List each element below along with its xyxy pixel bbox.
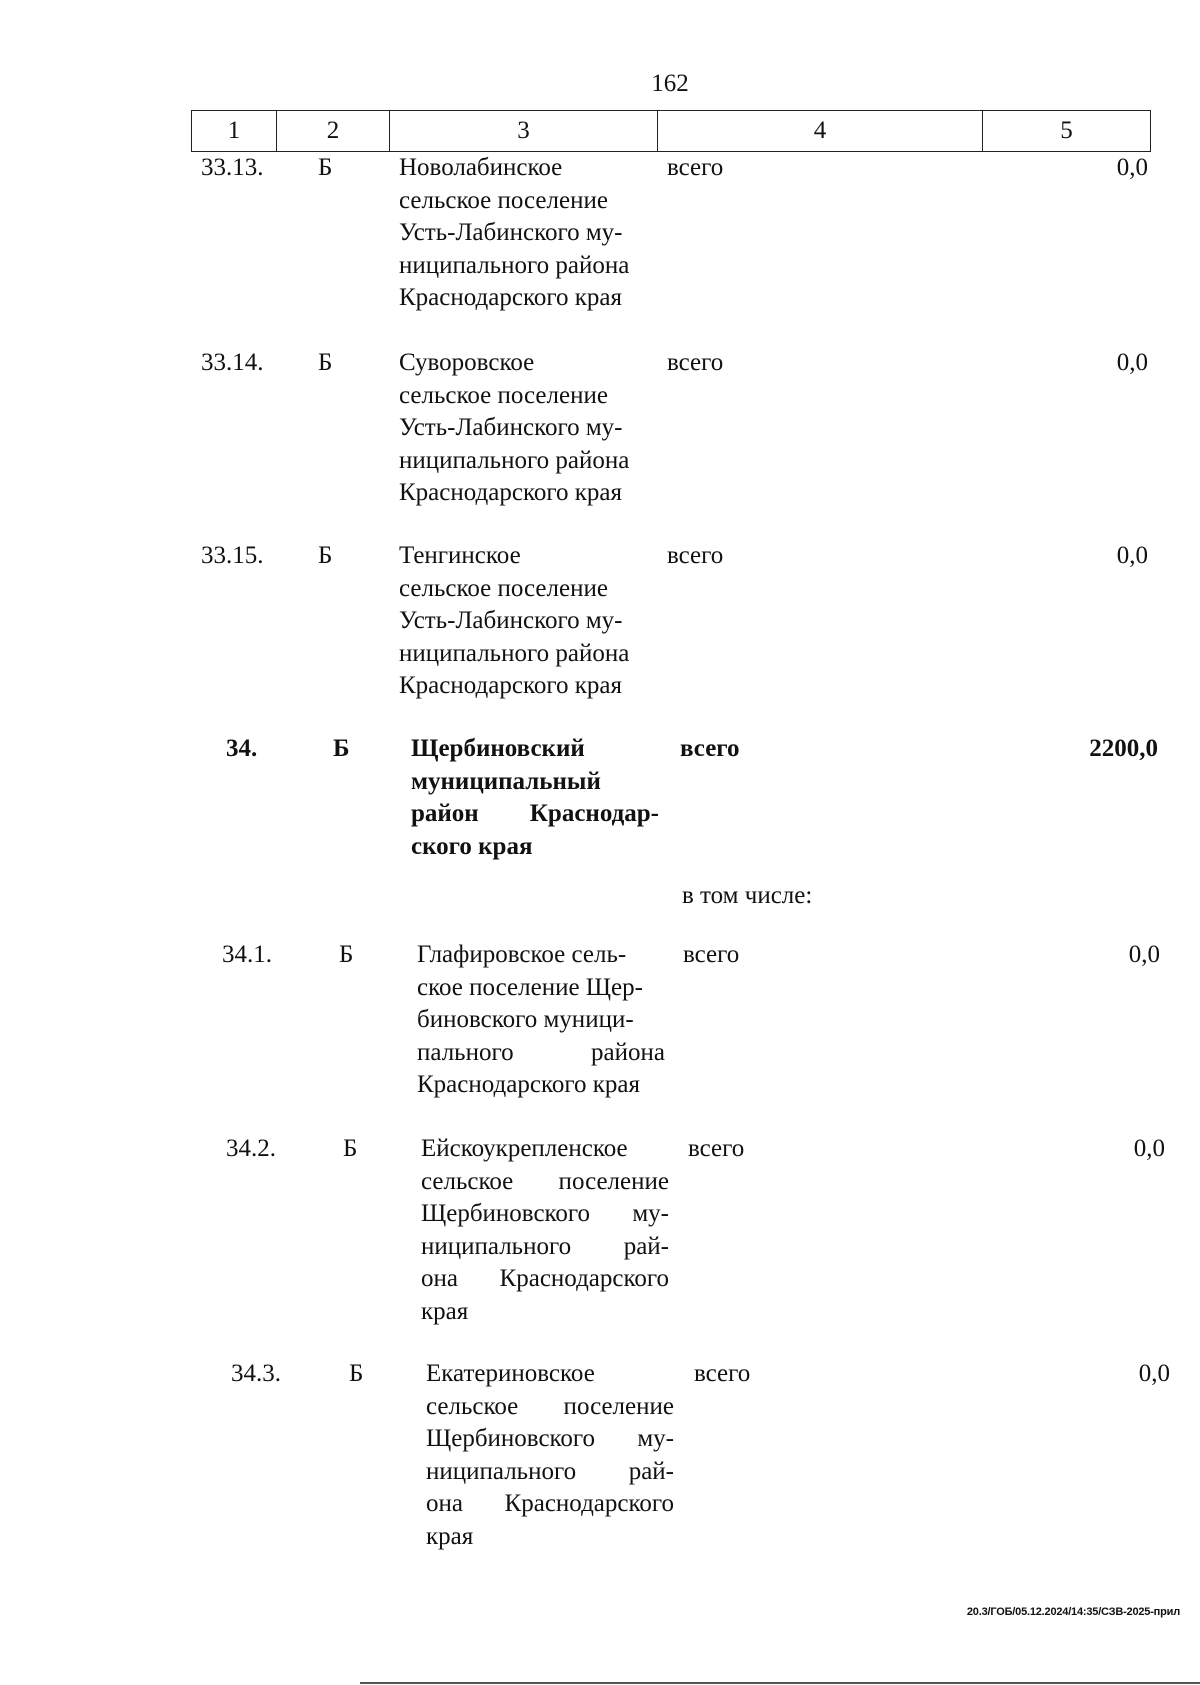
row-number: 34.1. bbox=[222, 941, 272, 968]
row-value: 0,0 bbox=[1116, 349, 1148, 376]
row-value: 0,0 bbox=[1133, 1135, 1165, 1162]
row-number: 33.14. bbox=[201, 349, 264, 376]
row-name-line: ниципального района bbox=[399, 251, 630, 279]
row-name bbox=[411, 733, 659, 863]
header-col-1: 1 bbox=[192, 111, 277, 152]
row-name-line: Краснодарского края bbox=[417, 1071, 640, 1098]
row-name-line: она Краснодарского bbox=[421, 1265, 669, 1292]
row-value: 0,0 bbox=[1138, 1360, 1170, 1387]
row-name-line: края bbox=[421, 1297, 469, 1325]
row-category: Б bbox=[318, 154, 333, 181]
row-name-line: сельское поселение bbox=[426, 1392, 674, 1420]
row-name-line: биновского муници- bbox=[417, 1006, 634, 1033]
row-category: Б bbox=[343, 1135, 358, 1162]
row-value: 0,0 bbox=[1116, 542, 1148, 569]
row-number: 33.15. bbox=[201, 542, 264, 569]
row-category: Б bbox=[349, 1360, 364, 1387]
row-name-line: ниципального рай- bbox=[426, 1457, 674, 1485]
row-type: всего bbox=[694, 1360, 751, 1387]
row-category: Б bbox=[333, 735, 350, 762]
row-name-line: район Краснодар- bbox=[411, 800, 659, 827]
row-name bbox=[399, 540, 649, 703]
row-name-line: пального района bbox=[417, 1038, 665, 1066]
row-type: всего bbox=[667, 542, 724, 569]
row-name-line: сельское поселение bbox=[399, 574, 608, 602]
row-number: 33.13. bbox=[201, 154, 264, 181]
row-name-line: Новолабинское bbox=[399, 154, 563, 181]
row-name-line: сельское поселение bbox=[421, 1167, 669, 1195]
row-type: всего bbox=[683, 941, 740, 968]
row-name-line: муниципальный bbox=[411, 767, 601, 795]
row-type: всего bbox=[667, 349, 724, 376]
row-name-line: Усть-Лабинского му- bbox=[399, 219, 623, 246]
row-name-line: Усть-Лабинского му- bbox=[399, 414, 623, 441]
row-number: 34.2. bbox=[226, 1135, 276, 1162]
table-header bbox=[191, 110, 1151, 152]
row-name-line: сельское поселение bbox=[399, 186, 608, 214]
row-name bbox=[417, 939, 665, 1102]
row-name-line: Усть-Лабинского му- bbox=[399, 607, 623, 634]
bottom-divider bbox=[360, 1682, 1200, 1684]
row-name-line: Щербиновского му- bbox=[426, 1425, 674, 1452]
row-name-line: Суворовское bbox=[399, 349, 535, 376]
row-name bbox=[399, 347, 649, 510]
row-number: 34. bbox=[226, 735, 258, 762]
row-name-line: ниципального рай- bbox=[421, 1232, 669, 1260]
row-name-line: ниципального района bbox=[399, 446, 630, 474]
row-type: всего bbox=[667, 154, 724, 181]
row-category: Б bbox=[318, 542, 333, 569]
row-name-line: ское поселение Щер- bbox=[417, 973, 643, 1001]
row-name-line: Краснодарского края bbox=[399, 479, 622, 506]
row-name-line: Глафировское сель- bbox=[417, 941, 627, 968]
row-name-line: ского края bbox=[411, 832, 533, 860]
row-name bbox=[426, 1358, 674, 1553]
row-type: всего bbox=[688, 1135, 745, 1162]
row-number: 34.3. bbox=[231, 1360, 281, 1387]
row-name-line: Краснодарского края bbox=[399, 284, 622, 311]
row-name-line: Тенгинское bbox=[399, 542, 521, 569]
row-name-line: Щербиновского му- bbox=[421, 1200, 669, 1227]
row-name-line: сельское поселение bbox=[399, 381, 608, 409]
row-type: всего bbox=[680, 735, 740, 762]
row-name bbox=[399, 152, 649, 315]
row-name bbox=[421, 1133, 669, 1328]
row-category: Б bbox=[339, 941, 354, 968]
row-name-line: Щербиновский bbox=[411, 735, 585, 762]
row-name-line: она Краснодарского bbox=[426, 1490, 674, 1517]
header-col-4: 4 bbox=[658, 111, 983, 152]
subheading-including: в том числе: bbox=[682, 882, 813, 909]
row-value: 0,0 bbox=[1128, 941, 1160, 968]
row-name-line: края bbox=[426, 1522, 474, 1550]
header-col-5: 5 bbox=[983, 111, 1151, 152]
row-name-line: Ейскоукрепленское bbox=[421, 1135, 628, 1162]
row-name-line: ниципального района bbox=[399, 639, 630, 667]
row-name-line: Екатериновское bbox=[426, 1360, 595, 1387]
header-col-3: 3 bbox=[390, 111, 658, 152]
document-code: 20.3/ГОБ/05.12.2024/14:35/СЗВ-2025-прил bbox=[966, 1606, 1180, 1618]
row-value: 2200,0 bbox=[1089, 735, 1158, 762]
row-category: Б bbox=[318, 349, 333, 376]
row-value: 0,0 bbox=[1116, 154, 1148, 181]
row-name-line: Краснодарского края bbox=[399, 672, 622, 699]
header-col-2: 2 bbox=[277, 111, 390, 152]
page-number: 162 bbox=[651, 70, 689, 97]
